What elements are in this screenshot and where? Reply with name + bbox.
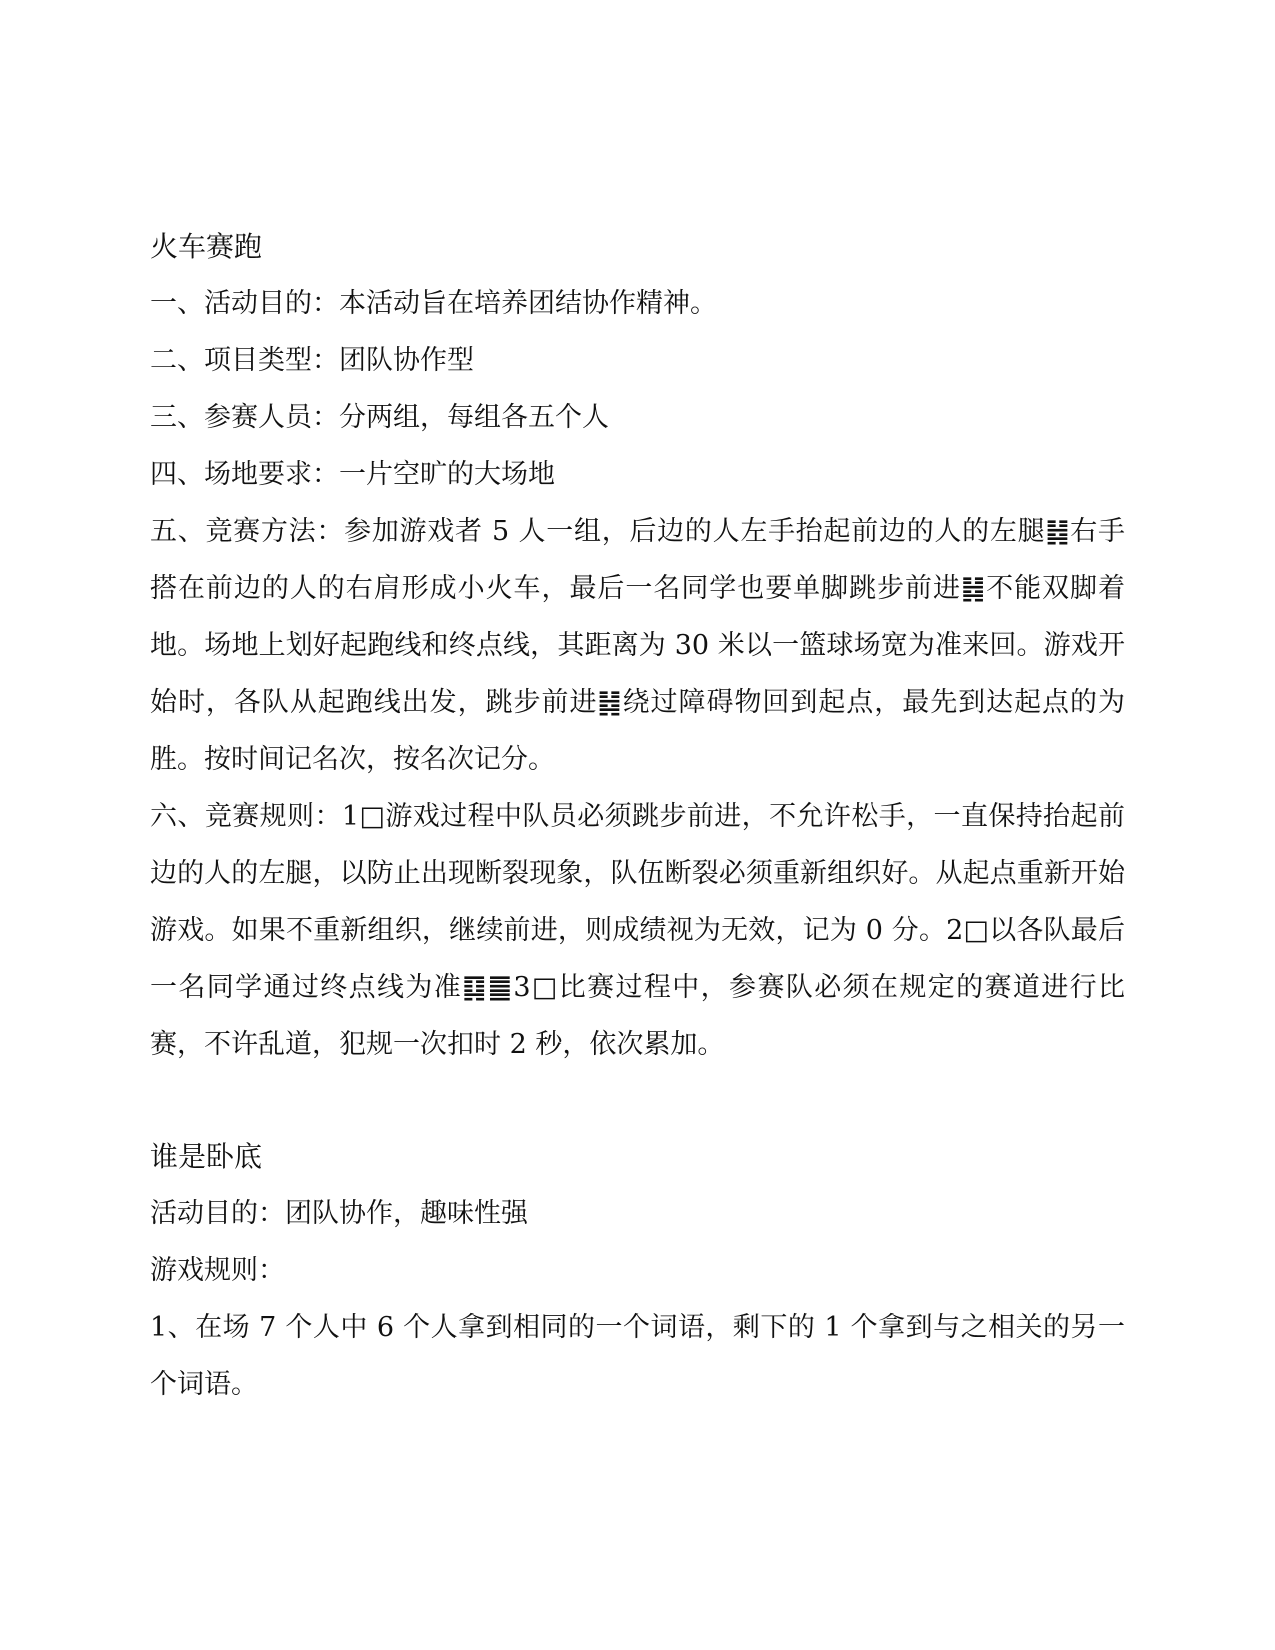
section-spacer	[150, 1073, 1125, 1128]
item-activity-purpose: 活动目的：团队协作，趣味性强	[150, 1198, 528, 1229]
item-venue-requirements: 四、场地要求：一片空旷的大场地	[150, 459, 555, 490]
section-title: 火车赛跑	[150, 230, 263, 263]
item-competition-rules: 六、竞赛规则：1□游戏过程中队员必须跳步前进，不允许松手，一直保持抬起前边的人的左腿，以防止出现断裂现象，队伍断裂必须重新组织好。从起点重新开始游戏。如果不重新组织，继续前进，则成绩视为无效，记为 0 分。2□以各队最后一名同学通过终点线为准䷃䷀3□比赛过程中，参赛队必须在规定的赛道进行比赛，不许乱道，犯规一次扣时 2 秒，依次累加。	[150, 801, 1125, 1060]
item-participants: 三、参赛人员：分两组，每组各五个人	[150, 402, 609, 433]
item-rule-1: 1、在场 7 个人中 6 个人拿到相同的一个词语，剩下的 1 个拿到与之相关的另一个词语。	[150, 1312, 1125, 1400]
item-activity-purpose: 一、活动目的：本活动旨在培养团结协作精神。	[150, 288, 717, 319]
item-project-type: 二、项目类型：团队协作型	[150, 345, 474, 376]
section-train-race	[150, 218, 1125, 1073]
item-game-rules-heading: 游戏规则：	[150, 1255, 285, 1286]
section-who-is-undercover	[150, 1128, 1125, 1413]
item-competition-method: 五、竞赛方法：参加游戏者 5 人一组，后边的人左手抬起前边的人的左腿䷧右手搭在前边的人的右肩形成小火车，最后一名同学也要单脚跳步前进䷧不能双脚着地。场地上划好起跑线和终点线，其距离为 30 米以一篮球场宽为准来回。游戏开始时，各队从起跑线出发，跳步前进䷧绕过障碍物回到起点，最先到达起点的为胜。按时间记名次，按名次记分。	[150, 516, 1125, 775]
document-body	[150, 218, 1125, 1413]
section-title: 谁是卧底	[150, 1140, 263, 1173]
